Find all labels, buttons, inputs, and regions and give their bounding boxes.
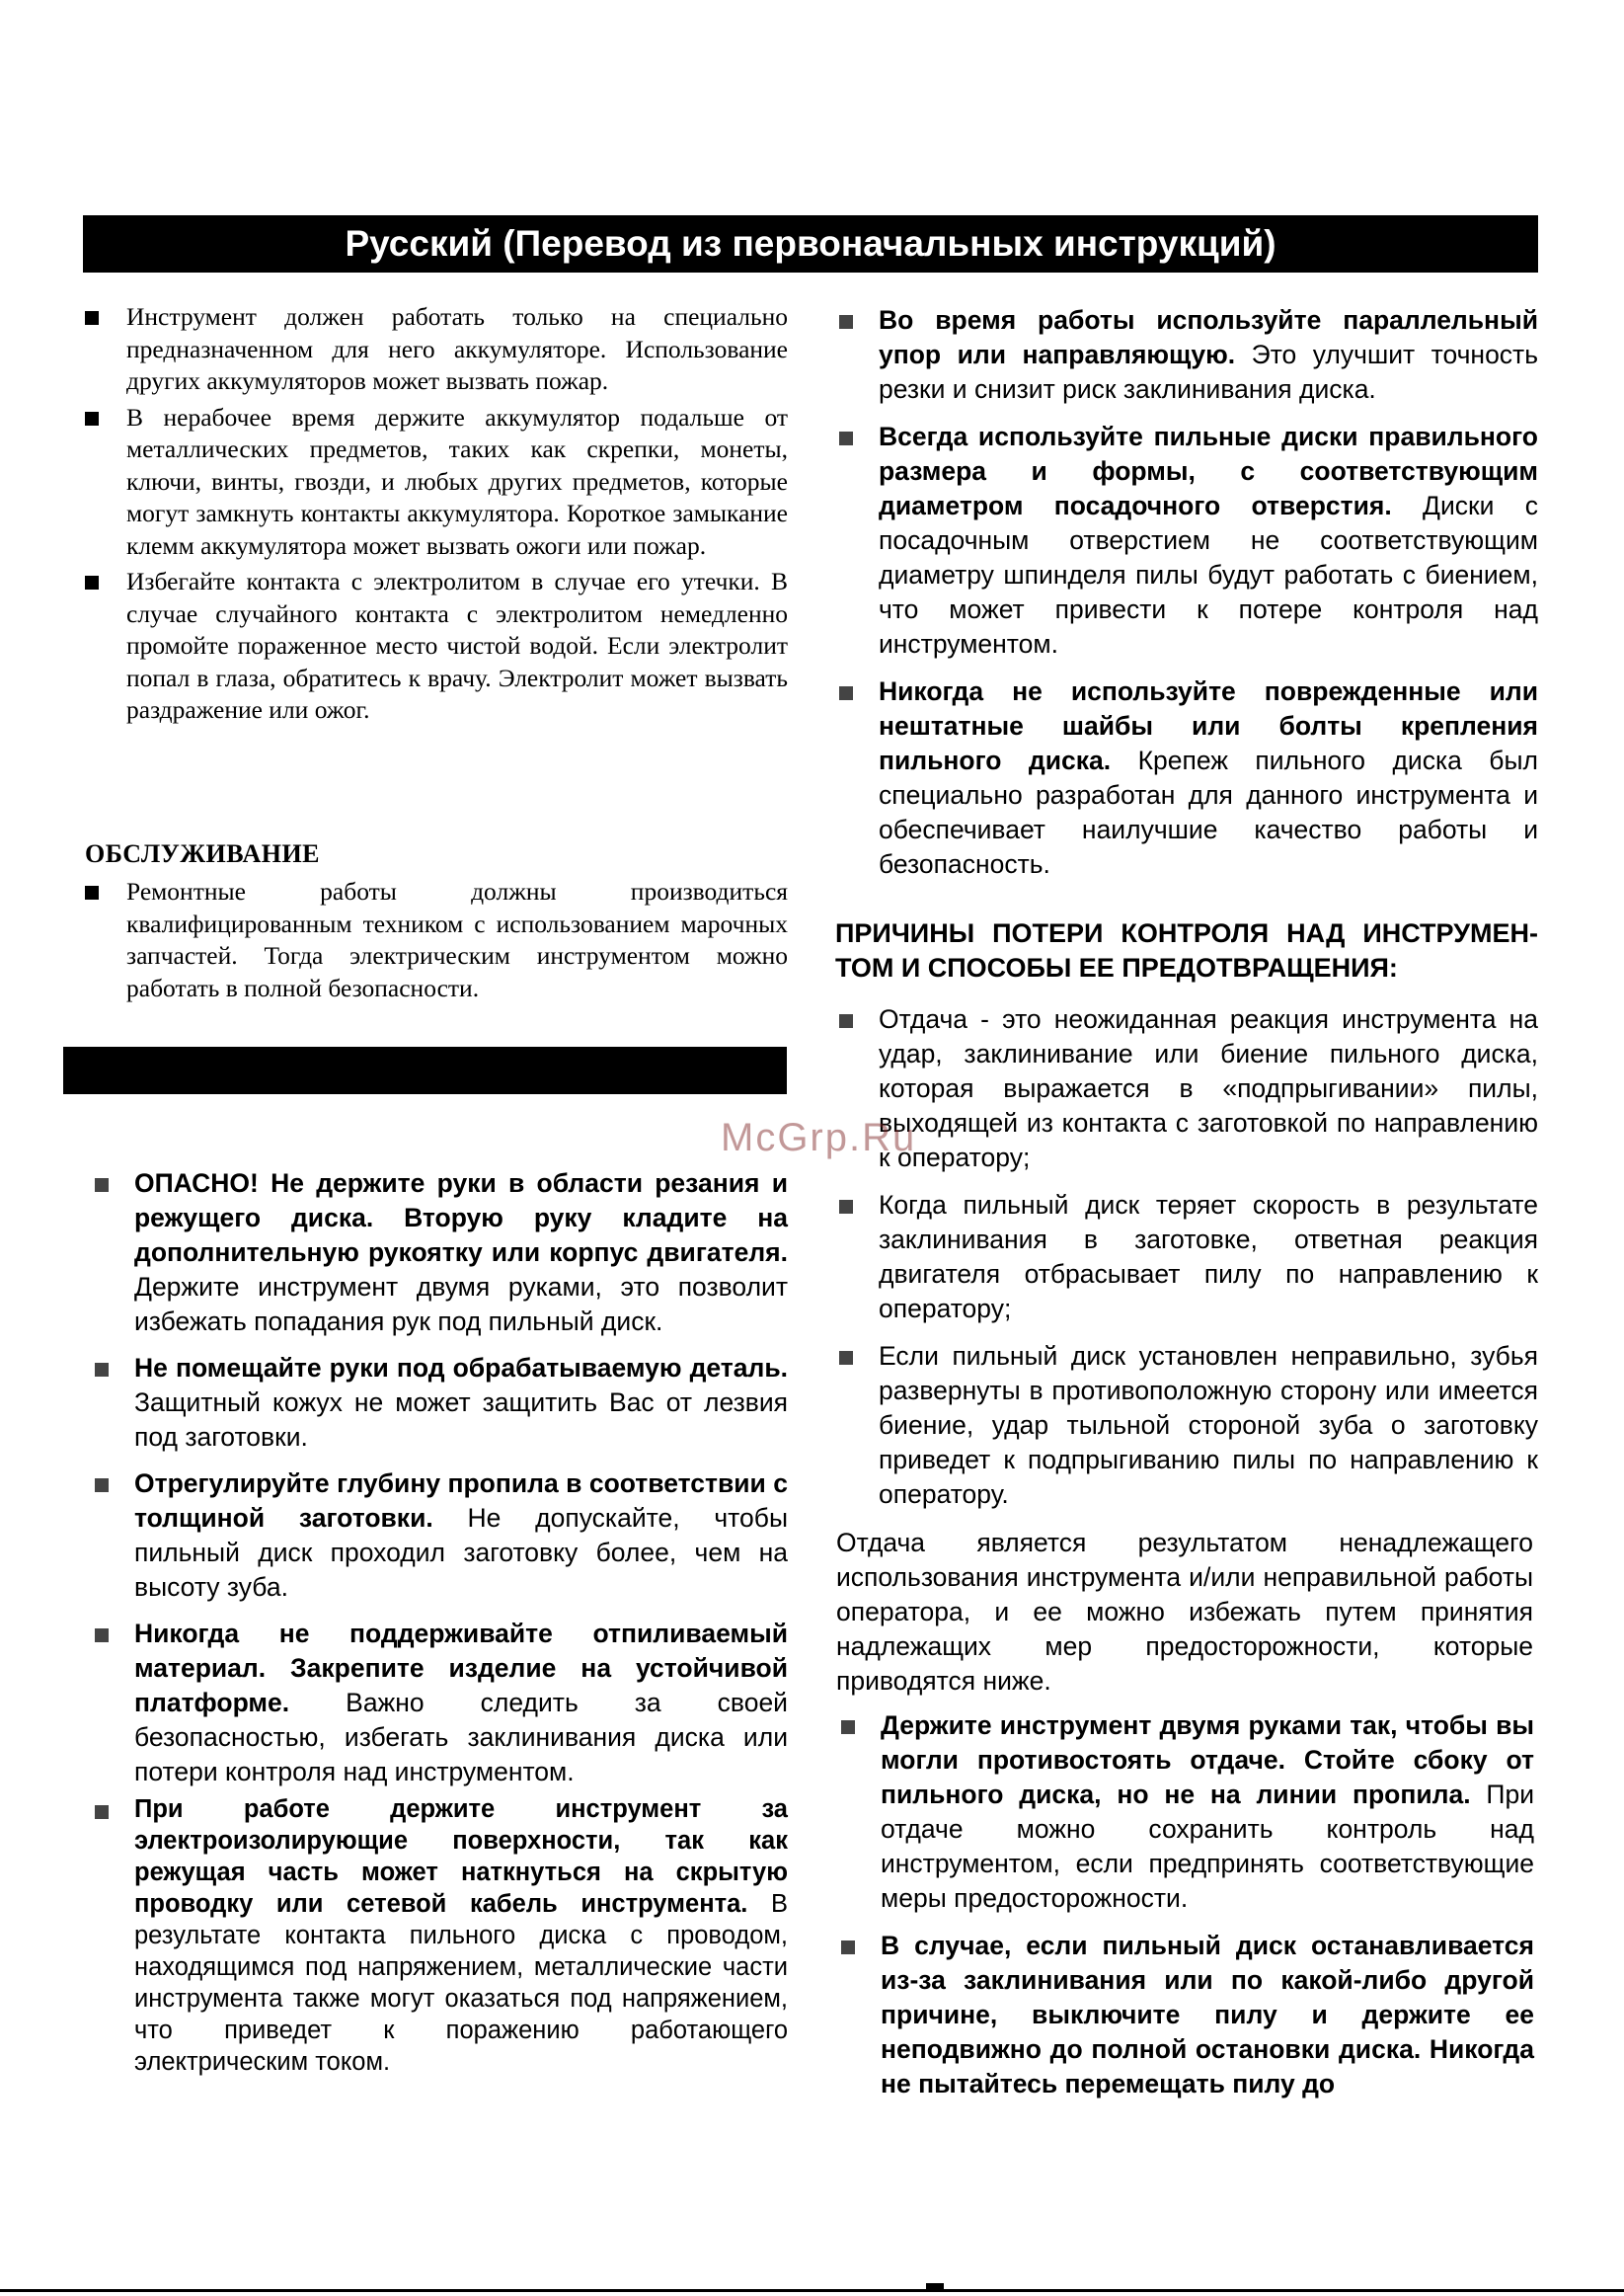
list-item-bold-text: ОПАСНО! Не держите руки в области резания и режущего диска. Вторую руку кладите на дополнительную рукоятку или корпус двигателя. bbox=[134, 1168, 788, 1267]
bullet-icon bbox=[839, 315, 853, 329]
bullet-icon bbox=[85, 576, 99, 590]
list-item-text: Отдача - это неожиданная реакция инструмента на удар, заклинивание или биение пильного диска, которая выражается в «подпрыгивании» пилы, выходящей из контакта с заготовкой по направлению к оператору; bbox=[879, 1004, 1538, 1172]
list-item-bold-text: Не помещайте руки под обрабатываемую деталь. bbox=[134, 1353, 788, 1383]
list-item-bold-text: Никогда не используйте поврежденные или нештатные шайбы или болты крепления пильного диска. bbox=[879, 676, 1538, 775]
list-item-bold-text: В случае, если пильный диск останавливается из-за заклинивания или по какой-либо другой причине, выключите пилу и держите ее неподвижно до полной остановки диска. Никогда не пытайтесь перемещать пилу до bbox=[881, 1931, 1534, 2098]
list-item-bold-text: Всегда используйте пильные диски правильного размера и формы, с соответствующим диаметром посадочного отверстия. bbox=[879, 422, 1538, 520]
bullet-icon bbox=[841, 1940, 855, 1954]
list-item bbox=[91, 1466, 788, 1605]
list-item-bold-text: Держите инструмент двумя руками так, чтобы вы могли противостоять отдаче. Стойте сбоку от пильного диска, но не на линии пропила. bbox=[881, 1710, 1534, 1809]
list-item bbox=[91, 1351, 788, 1455]
list-item bbox=[837, 1708, 1534, 1916]
bullet-icon bbox=[95, 1805, 109, 1819]
kickback-final-list bbox=[837, 1708, 1534, 2101]
service-heading: ОБСЛУЖИВАНИЕ bbox=[85, 839, 321, 868]
list-item-bold-text: При работе держите инструмент за электроизолирующие поверхности, так как режущая часть может наткнуться на скрытую проводку или сетевой кабель инструмента. bbox=[134, 1795, 788, 1918]
bullet-icon bbox=[839, 1351, 853, 1365]
bullet-icon bbox=[85, 412, 99, 426]
kickback-paragraph: Отдача является результатом ненадлежащего использования инструмента и/или неправильной работы оператора, и ее можно избежать путем принятия надлежащих мер предосторожности, которые приводятся ниже. bbox=[836, 1528, 1533, 1696]
left-bottom-column bbox=[91, 1166, 788, 2078]
bullet-icon bbox=[85, 886, 99, 900]
list-item bbox=[91, 1617, 788, 1789]
list-item bbox=[83, 402, 788, 563]
kickback-heading: ПРИЧИНЫ ПОТЕРИ КОНТРОЛЯ НАД ИНСТРУМЕН-ТОМ И СПОСОБЫ ЕЕ ПРЕДОТВРАЩЕНИЯ: bbox=[835, 918, 1538, 983]
list-item-text: Это улучшит точность резки и снизит риск заклинивания диска. bbox=[879, 340, 1538, 404]
bullet-icon bbox=[841, 1720, 855, 1734]
bullet-icon bbox=[85, 311, 99, 325]
list-item-text: Держите инструмент двумя руками, это позволит избежать попадания рук под пильный диск. bbox=[134, 1272, 788, 1336]
list-item-bold-text: Во время работы используйте параллельный упор или направляющую. bbox=[879, 305, 1538, 369]
list-item-text: В нерабочее время держите аккумулятор подальше от металлических предметов, таких как скрепки, монеты, ключи, винты, гвозди, и любых других предметов, которые могут замкнуть контакты аккумулятора. Короткое замыкание клемм аккумулятора может вызвать ожоги или пожар. bbox=[126, 402, 788, 560]
left-top-column bbox=[83, 301, 788, 727]
bullet-icon bbox=[95, 1628, 109, 1642]
section-divider-bar bbox=[63, 1047, 787, 1094]
list-item-bold-text: Отрегулируйте глубину пропила в соответствии с толщиной заготовки. bbox=[134, 1468, 788, 1533]
kickback-list bbox=[835, 1002, 1538, 1512]
list-item bbox=[835, 1188, 1538, 1326]
bullet-icon bbox=[95, 1478, 109, 1492]
footer-tick bbox=[926, 2283, 944, 2289]
list-item-text: При отдаче можно сохранить контроль над инструментом, если предпринять соответствующие меры предосторожности. bbox=[881, 1780, 1534, 1913]
bullet-icon bbox=[839, 1014, 853, 1028]
list-item bbox=[83, 876, 788, 1004]
list-item bbox=[83, 301, 788, 398]
list-item bbox=[835, 674, 1538, 882]
list-item-text: Инструмент должен работать только на специально предназначенном для него аккумуляторе. Использование других аккумуляторов может вызвать пожар. bbox=[126, 302, 788, 395]
list-item bbox=[837, 1929, 1534, 2101]
list-item-text: Избегайте контакта с электролитом в случае его утечки. В случае случайного контакта с электролитом немедленно промойте пораженное место чистой водой. Если электролит попал в глаза, обратитесь к врачу. Электролит может вызвать раздражение или ожог. bbox=[126, 567, 788, 724]
list-item-text: Не допускайте, чтобы пильный диск проходил заготовку более, чем на высоту зуба. bbox=[134, 1503, 788, 1602]
page-title: Русский (Перевод из первоначальных инструкций) bbox=[83, 215, 1538, 273]
list-item bbox=[91, 1166, 788, 1339]
list-item bbox=[835, 303, 1538, 407]
list-item-text: Крепеж пильного диска был специально разработан для данного инструмента и обеспечивает наилучшие качество работы и безопасность. bbox=[879, 746, 1538, 879]
service-list bbox=[83, 876, 788, 1004]
list-item-text: Защитный кожух не может защитить Вас от лезвия под заготовки. bbox=[134, 1387, 788, 1452]
list-item-text: Ремонтные работы должны производиться квалифицированным техником с использованием марочных запчастей. Тогда электрическим инструментом можно работать в полной безопасности. bbox=[126, 877, 788, 1002]
list-item bbox=[835, 1339, 1538, 1512]
bullet-icon bbox=[839, 686, 853, 700]
bullet-icon bbox=[95, 1363, 109, 1377]
list-item-text: Если пильный диск установлен неправильно, зубья развернуты в противоположную сторону или имеется биение, удар тыльной стороной зуба о заготовку приведет к подпрыгиванию пилы по направлению к оператору. bbox=[879, 1341, 1538, 1509]
watermark: McGrp.Ru bbox=[721, 1116, 917, 1159]
list-item-text: Когда пильный диск теряет скорость в результате заклинивания в заготовке, ответная реакция двигателя отбрасывает пилу по направлению к оператору; bbox=[879, 1190, 1538, 1323]
bullet-icon bbox=[95, 1178, 109, 1192]
list-item bbox=[91, 1793, 788, 2078]
list-item-text: Диски с посадочным отверстием не соответствующим диаметру шпинделя пилы будут работать с биением, что может привести к потере контроля над инструментом. bbox=[879, 491, 1539, 659]
bullet-icon bbox=[839, 1200, 853, 1214]
list-item bbox=[83, 566, 788, 727]
footer-rule bbox=[0, 2289, 1624, 2292]
list-item bbox=[835, 1002, 1538, 1175]
list-item-bold-text: Никогда не поддерживайте отпиливаемый материал. Закрепите изделие на устойчивой платформе. bbox=[134, 1619, 788, 1717]
bullet-icon bbox=[839, 432, 853, 445]
list-item-text: Важно следить за своей безопасностью, избегать заклинивания диска или потери контроля над инструментом. bbox=[134, 1688, 788, 1786]
right-column bbox=[835, 303, 1538, 882]
list-item-text: В результате контакта пильного диска с проводом, находящимся под напряжением, металлические части инструмента также могут оказаться под напряжением, что приведет к поражению работающего электрическим током. bbox=[134, 1890, 788, 2076]
list-item bbox=[835, 420, 1538, 662]
